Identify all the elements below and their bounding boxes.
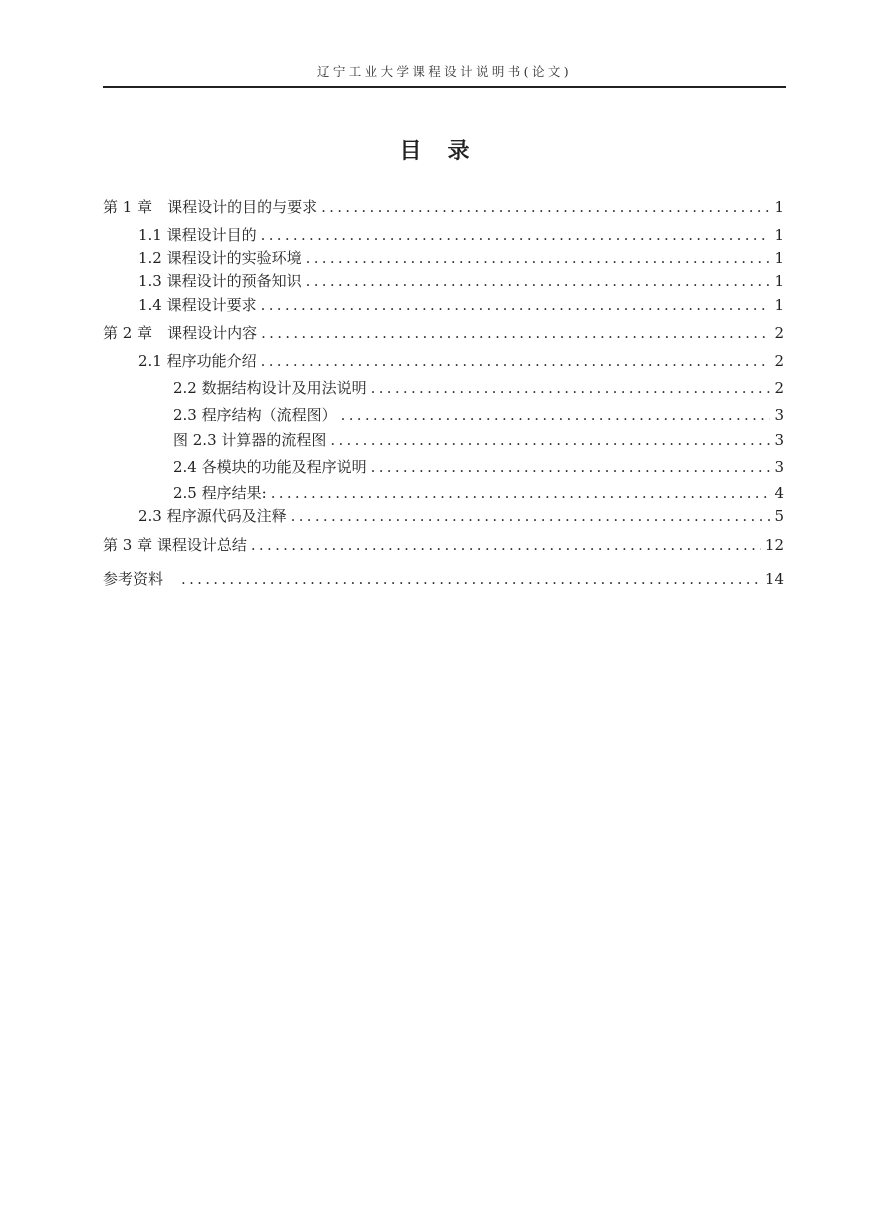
- toc-leader-dots: [181, 568, 761, 590]
- toc-entry-chapter-1[interactable]: [103, 196, 784, 218]
- toc-entry-label: 1.3 课程设计的预备知识: [138, 272, 302, 290]
- toc-leader-dots: [306, 270, 771, 292]
- toc-entry-page: 14: [764, 570, 784, 588]
- toc-entry-label: 第 1 章 课程设计的目的与要求: [103, 198, 318, 216]
- toc-entry-page: 1: [774, 272, 784, 290]
- toc-entry-label: 2.1 程序功能介绍: [138, 352, 257, 370]
- toc-entry-page: 3: [774, 458, 784, 476]
- toc-entry-1-3[interactable]: [138, 270, 784, 292]
- toc-leader-dots: [261, 224, 771, 246]
- toc-entry-2-3-flowchart[interactable]: [173, 404, 784, 426]
- toc-leader-dots: [261, 294, 771, 316]
- toc-leader-dots: [261, 322, 770, 344]
- toc-leader-dots: [371, 456, 771, 478]
- toc-entry-page: 3: [774, 406, 784, 424]
- toc-entry-label: 2.3 程序源代码及注释: [138, 507, 287, 525]
- toc-entry-1-4[interactable]: [138, 294, 784, 316]
- toc-leader-dots: [321, 196, 770, 218]
- toc-leader-dots: [341, 404, 771, 426]
- toc-entry-label: 2.5 程序结果:: [173, 484, 267, 502]
- toc-entry-page: 1: [774, 198, 784, 216]
- header-rule: [103, 86, 786, 88]
- toc-entry-figure-2-3[interactable]: [173, 429, 784, 451]
- toc-entry-page: 2: [774, 379, 784, 397]
- toc-entry-page: 12: [764, 536, 784, 554]
- toc-entry-label: 1.4 课程设计要求: [138, 296, 257, 314]
- toc-leader-dots: [251, 534, 761, 556]
- toc-entry-2-3-source[interactable]: [138, 505, 784, 527]
- toc-entry-label: 1.1 课程设计目的: [138, 226, 257, 244]
- toc-entry-label: 参考资料: [103, 570, 164, 588]
- toc-entry-chapter-2[interactable]: [103, 322, 784, 344]
- toc-entry-label: 2.2 数据结构设计及用法说明: [173, 379, 367, 397]
- running-header: 辽宁工业大学课程设计说明书(论文): [316, 64, 573, 79]
- toc-entry-references[interactable]: [103, 568, 784, 590]
- toc-leader-dots: [371, 377, 771, 399]
- toc-leader-dots: [291, 505, 771, 527]
- toc-entry-page: 1: [774, 249, 784, 267]
- toc-entry-page: 4: [774, 484, 784, 502]
- toc-leader-dots: [271, 482, 771, 504]
- toc-entry-page: 2: [774, 324, 784, 342]
- toc-entry-page: 3: [774, 431, 784, 449]
- toc-leader-dots: [261, 350, 771, 372]
- toc-leader-dots: [306, 247, 771, 269]
- toc-title: 目录: [399, 138, 496, 164]
- toc-entry-label: 1.2 课程设计的实验环境: [138, 249, 302, 267]
- toc-entry-2-5[interactable]: [173, 482, 784, 504]
- toc-entry-1-2[interactable]: [138, 247, 784, 269]
- toc-entry-chapter-3[interactable]: [103, 534, 784, 556]
- toc-entry-page: 5: [774, 507, 784, 525]
- toc-entry-label: 第 3 章 课程设计总结: [103, 536, 247, 554]
- toc-entry-label: 图 2.3 计算器的流程图: [173, 431, 327, 449]
- toc-entry-2-2[interactable]: [173, 377, 784, 399]
- toc-entry-label: 第 2 章 课程设计内容: [103, 324, 258, 342]
- toc-entry-page: 2: [774, 352, 784, 370]
- toc-entry-2-1[interactable]: [138, 350, 784, 372]
- toc-entry-label: 2.3 程序结构（流程图）: [173, 406, 337, 424]
- toc-entry-1-1[interactable]: [138, 224, 784, 246]
- toc-entry-page: 1: [774, 226, 784, 244]
- toc-entry-label: 2.4 各模块的功能及程序说明: [173, 458, 367, 476]
- toc-entry-2-4[interactable]: [173, 456, 784, 478]
- toc-entry-page: 1: [774, 296, 784, 314]
- toc-leader-dots: [330, 429, 770, 451]
